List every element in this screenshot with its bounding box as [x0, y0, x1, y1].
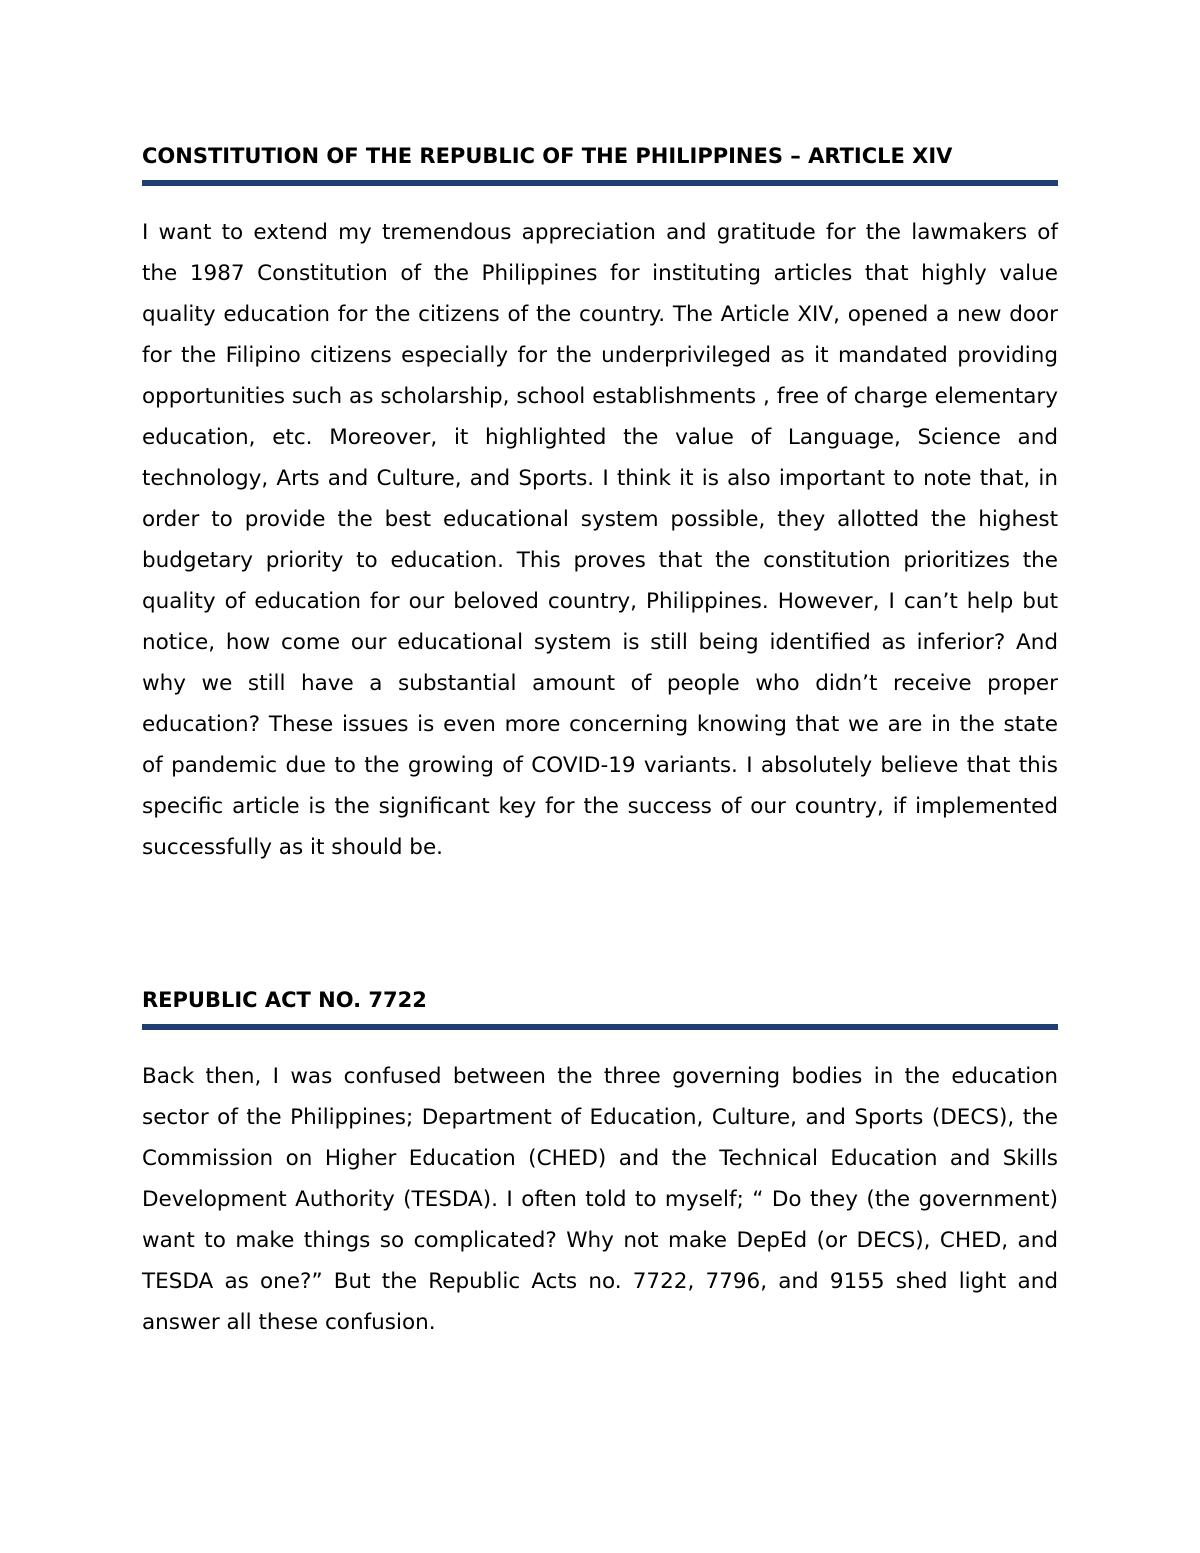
section-body-ra-7722: Back then, I was confused between the three governing bodies in the education sector of the Philippines; Department of Education, Culture, and Sports (DECS), the Commission on Higher Education (CHED) and the Technical Education and Skills Development Authority (TESDA). I often told to myself; “ Do they (the government) want to make things so complicated? Why not make DepEd (or DECS), CHED, and TESDA as one?” But the Republic Acts no. 7722, 7796, and 9155 shed light and answer all these confusion.	[142, 1064, 1058, 1335]
section-divider	[142, 1024, 1058, 1030]
section-title-ra-7722: REPUBLIC ACT NO. 7722	[142, 988, 427, 1012]
section-divider	[142, 180, 1058, 186]
section-body-article-xiv: I want to extend my tremendous appreciation and gratitude for the lawmakers of the 1987 Constitution of the Philippines for instituting articles that highly value quality education for the citizens of the country. The Article XIV, opened a new door for the Filipino citizens especially for the underprivileged as it mandated providing opportunities such as scholarship, school establishments , free of charge elementary education, etc. Moreover, it highlighted the value of Language, Science and technology, Arts and Culture, and Sports. I think it is also important to note that, in order to provide the best educational system possible, they allotted the highest budgetary priority to education. This proves that the constitution prioritizes the quality of education for our beloved country, Philippines. However, I can’t help but notice, how come our educational system is still being identified as inferior? And why we still have a substantial amount of people who didn’t receive proper education? These issues is even more concerning knowing that we are in the state of pandemic due to the growing of COVID-19 variants. I absolutely believe that this specific article is the significant key for the success of our country, if implemented successfully as it should be.	[142, 220, 1058, 860]
section-title-article-xiv: CONSTITUTION OF THE REPUBLIC OF THE PHILIPPINES – ARTICLE XIV	[142, 144, 953, 168]
